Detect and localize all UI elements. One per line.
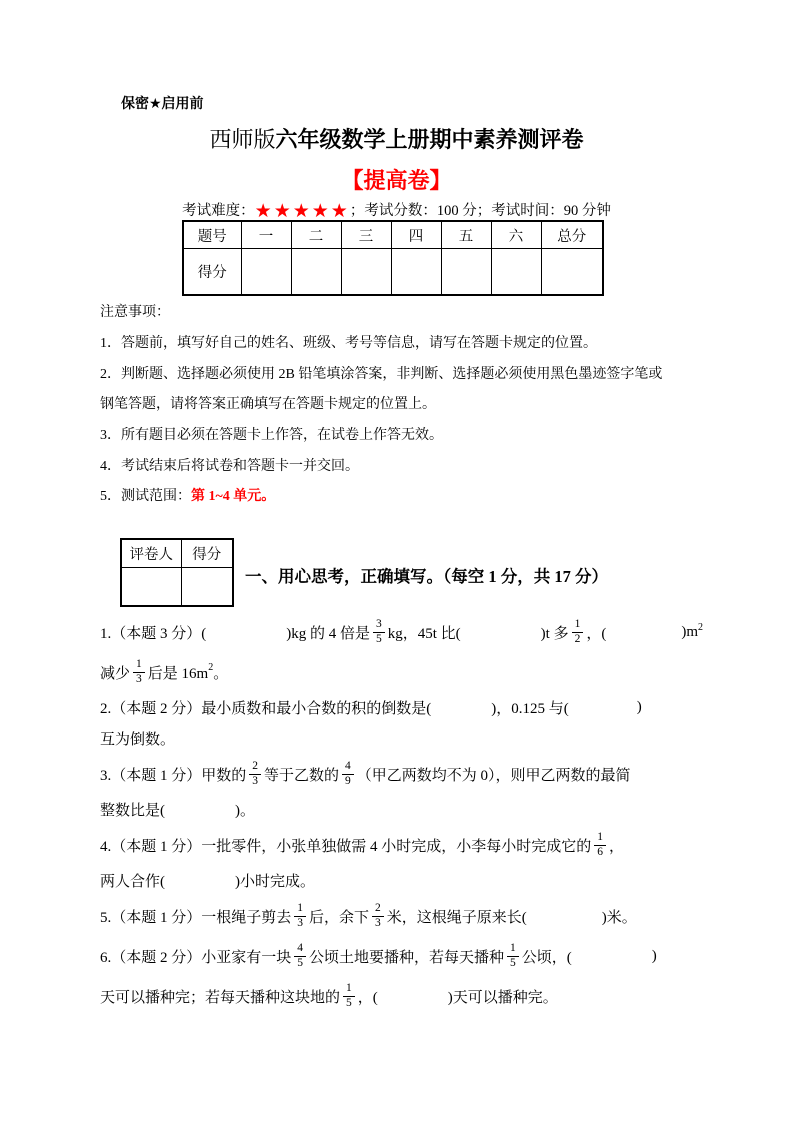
text-segment: ， xyxy=(609,838,625,855)
text-segment: ★★★★★ xyxy=(254,200,350,222)
grader-header-cell: 评卷人 xyxy=(121,539,181,568)
text-segment: ；考试分数：100 分；考试时间：90 分钟 xyxy=(349,203,611,219)
score-cell[interactable] xyxy=(291,249,341,296)
note-item-1 xyxy=(100,327,715,358)
fraction: $\frac{1}{3}$ xyxy=(133,658,145,685)
text-segment: 钢笔答题，请将答案正确填写在答题卡规定的位置上。 xyxy=(100,397,436,413)
text-segment: 互为倒数。 xyxy=(100,732,176,748)
answer-blank[interactable] xyxy=(378,989,448,1004)
grader-cell[interactable] xyxy=(181,568,233,607)
score-header-cell: 五 xyxy=(441,221,491,249)
text-segment: 3．所有题目必须在答题卡上作答，在试卷上作答无效。 xyxy=(100,428,443,444)
question-line xyxy=(100,723,720,754)
question-4 xyxy=(100,825,720,896)
notes-heading xyxy=(100,296,715,327)
text-segment: 后是 16m xyxy=(147,665,209,682)
text-segment: )kg 的 4 倍是 xyxy=(286,625,370,642)
text-segment: 2.（本题 2 分）最小质数和最小合数的积的倒数是( xyxy=(100,701,432,717)
text-segment: )，0.125 与( xyxy=(491,701,569,717)
note-item-2 xyxy=(100,357,715,388)
question-line xyxy=(100,754,720,794)
note-item-3 xyxy=(100,419,715,450)
score-table-value-row xyxy=(183,249,603,296)
score-cell[interactable] xyxy=(441,249,491,296)
fraction: $\frac{1}{5}$ xyxy=(343,982,355,1009)
notes-section xyxy=(100,296,715,511)
question-line xyxy=(100,692,720,723)
question-2 xyxy=(100,692,720,754)
score-table-header-row xyxy=(183,221,603,249)
score-header-cell: 一 xyxy=(241,221,291,249)
text-segment: 5．测试范围： xyxy=(100,489,191,505)
text-segment: ，( xyxy=(586,625,607,642)
text-segment: 注意事项： xyxy=(100,305,170,321)
question-line xyxy=(100,865,720,896)
answer-blank[interactable] xyxy=(527,909,602,924)
score-header-cell: 二 xyxy=(291,221,341,249)
question-6 xyxy=(100,936,720,1016)
text-segment: 整数比是( xyxy=(100,803,165,819)
answer-blank[interactable] xyxy=(165,802,235,817)
text-segment: 公顷，( xyxy=(521,949,572,966)
note-item-4 xyxy=(100,449,715,480)
fraction: $\frac{1}{5}$ xyxy=(507,942,519,969)
text-segment: 公顷土地要播种，若每天播种 xyxy=(309,949,505,966)
text-segment: ) xyxy=(636,699,642,715)
text-segment: 5.（本题 1 分）一根绳子剪去 xyxy=(100,909,292,926)
text-segment: 2．判断题、选择题必须使用 2B 铅笔填涂答案，非判断、选择题必须使用黑色墨迹签字笔或 xyxy=(100,366,663,382)
score-cell[interactable] xyxy=(391,249,441,296)
text-segment: )米。 xyxy=(601,909,637,926)
score-header-cell: 四 xyxy=(391,221,441,249)
score-table xyxy=(182,220,604,296)
text-segment: 两人合作( xyxy=(100,874,165,890)
text-segment: 减少 xyxy=(100,665,131,682)
fraction: $\frac{3}{5}$ xyxy=(373,618,385,645)
answer-blank[interactable] xyxy=(572,949,652,964)
text-segment: ) xyxy=(651,947,657,964)
text-segment: 4．考试结束后将试卷和答题卡一并交回。 xyxy=(100,458,359,474)
question-3 xyxy=(100,754,720,825)
text-segment: )。 xyxy=(235,803,255,819)
exam-info-line xyxy=(0,199,793,222)
grader-header-cell: 得分 xyxy=(181,539,233,568)
question-line xyxy=(100,612,720,652)
score-header-cell: 题号 xyxy=(183,221,241,249)
answer-blank[interactable] xyxy=(606,625,681,640)
text-segment: 等于乙数的 xyxy=(264,767,340,784)
score-cell[interactable] xyxy=(491,249,541,296)
text-segment: （甲乙两数均不为 0），则甲乙两数的最简 xyxy=(356,767,631,784)
answer-blank[interactable] xyxy=(206,625,286,640)
exam-subtitle: 【提高卷】 xyxy=(341,168,452,193)
text-segment: )天可以播种完。 xyxy=(447,989,558,1006)
score-row-label: 得分 xyxy=(183,249,241,296)
text-segment: 。 xyxy=(213,665,229,682)
text-segment: 后，余下 xyxy=(309,909,370,926)
text-segment: 1．答题前，填写好自己的姓名、班级、考号等信息，请写在答题卡规定的位置。 xyxy=(100,336,597,352)
score-cell[interactable] xyxy=(541,249,603,296)
fraction: $\frac{2}{3}$ xyxy=(249,760,261,787)
superscript: 2 xyxy=(208,661,214,673)
text-segment: 6.（本题 2 分）小亚家有一块 xyxy=(100,949,292,966)
grader-table xyxy=(120,538,234,607)
question-line xyxy=(100,896,720,936)
confidential-notice: 保密★启用前 xyxy=(121,95,204,111)
fraction: $\frac{4}{5}$ xyxy=(294,942,306,969)
text-segment: ，( xyxy=(357,989,378,1006)
text-segment: kg，45t 比( xyxy=(387,625,461,642)
text-segment: 天可以播种完；若每天播种这块地的 xyxy=(100,989,341,1006)
grader-value-row xyxy=(121,568,233,607)
fraction: $\frac{1}{2}$ xyxy=(572,618,584,645)
section-one-heading: 一、用心思考，正确填写。（每空 1 分，共 17 分） xyxy=(245,567,608,586)
text-segment: 考试难度： xyxy=(182,203,255,219)
fraction: $\frac{2}{3}$ xyxy=(372,902,384,929)
score-header-cell: 六 xyxy=(491,221,541,249)
score-cell[interactable] xyxy=(241,249,291,296)
answer-blank[interactable] xyxy=(165,873,235,888)
score-cell[interactable] xyxy=(341,249,391,296)
text-segment: 第 1~4 单元。 xyxy=(191,489,276,505)
title-prefix: 西师版 xyxy=(209,127,276,152)
text-segment: )t 多 xyxy=(540,625,569,642)
answer-blank[interactable] xyxy=(431,700,491,715)
score-header-cell: 三 xyxy=(341,221,391,249)
note-item-2-continued xyxy=(100,388,715,419)
text-segment: 4.（本题 1 分）一批零件，小张单独做需 4 小时完成，小李每小时完成它的 xyxy=(100,838,592,855)
question-line xyxy=(100,976,720,1016)
note-item-5 xyxy=(100,480,715,511)
question-line xyxy=(100,794,720,825)
answer-blank[interactable] xyxy=(461,625,541,640)
questions-section xyxy=(100,612,720,1016)
superscript: 2 xyxy=(698,621,704,633)
fraction: $\frac{1}{6}$ xyxy=(594,831,606,858)
fraction: $\frac{1}{3}$ xyxy=(294,902,306,929)
title-main: 六年级数学上册期中素养测评卷 xyxy=(275,127,584,152)
question-5 xyxy=(100,896,720,936)
question-line xyxy=(100,652,720,692)
page-title xyxy=(0,123,793,154)
question-1 xyxy=(100,612,720,692)
score-header-cell: 总分 xyxy=(541,221,603,249)
text-segment: 3.（本题 1 分）甲数的 xyxy=(100,767,247,784)
text-segment: 米，这根绳子原来长( xyxy=(386,909,527,926)
text-segment: )m xyxy=(681,623,699,640)
text-segment: 1.（本题 3 分）( xyxy=(100,625,207,642)
text-segment: )小时完成。 xyxy=(235,874,315,890)
answer-blank[interactable] xyxy=(569,700,637,715)
grader-cell[interactable] xyxy=(121,568,181,607)
grader-header-row xyxy=(121,539,233,568)
question-line xyxy=(100,936,720,976)
question-line xyxy=(100,825,720,865)
fraction: $\frac{4}{9}$ xyxy=(342,760,354,787)
